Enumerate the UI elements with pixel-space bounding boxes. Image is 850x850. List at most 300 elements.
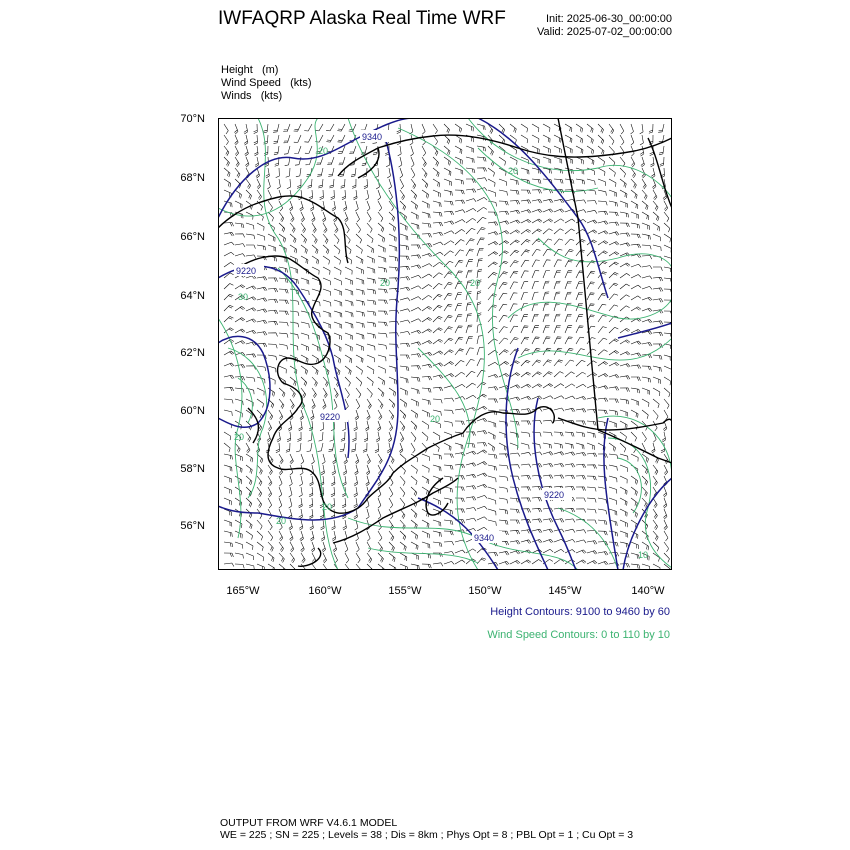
wind-barb	[444, 443, 451, 451]
wind-barb	[245, 146, 249, 156]
wind-barb	[399, 157, 402, 167]
wind-barb	[340, 443, 345, 452]
wind-barb	[367, 256, 374, 263]
wind-barb	[244, 135, 248, 145]
wind-barb	[455, 250, 464, 256]
wind-barb	[609, 362, 619, 366]
wind-barb	[499, 293, 507, 300]
wind-barb	[598, 338, 607, 344]
wind-barb	[444, 168, 451, 176]
wind-barb	[543, 157, 551, 164]
wind-barb	[477, 370, 485, 377]
wind-barb	[400, 190, 405, 200]
wind-barb	[554, 146, 561, 153]
wind-barb	[246, 377, 255, 382]
wind-barb	[356, 399, 360, 409]
wind-barb	[631, 365, 641, 369]
wind-barb	[488, 252, 498, 256]
wind-barb	[543, 146, 550, 153]
wind-barb	[642, 201, 648, 210]
wind-barb	[510, 250, 519, 256]
wind-barb	[444, 542, 454, 546]
wind-barb	[565, 146, 572, 153]
wind-barb	[224, 232, 234, 236]
wind-barb	[521, 464, 531, 468]
wind-barb	[345, 322, 353, 328]
wind-barb	[411, 308, 421, 312]
wind-barb	[341, 432, 345, 441]
wind-barb	[345, 333, 353, 340]
wind-barb	[609, 272, 618, 278]
wind-barb	[433, 157, 439, 166]
wind-barb	[532, 497, 542, 501]
wind-barb	[301, 542, 305, 552]
wind-barb	[411, 564, 419, 570]
wind-barb	[257, 487, 262, 497]
wind-barb	[466, 463, 476, 467]
wind-barb	[356, 300, 365, 306]
wind-barb	[367, 531, 370, 541]
wind-barb	[389, 234, 396, 242]
wind-barb	[422, 341, 432, 345]
wind-barb	[297, 179, 301, 188]
wind-barb	[356, 234, 362, 243]
wind-barb	[587, 551, 597, 555]
wind-barb	[257, 476, 262, 486]
wind-barb	[299, 509, 303, 519]
wind-barb	[309, 487, 313, 497]
wind-barb	[235, 135, 239, 145]
wind-barb	[411, 297, 421, 300]
wind-barb	[422, 399, 430, 405]
wind-barb	[257, 399, 264, 408]
wind-barb	[312, 388, 317, 398]
wind-barb	[301, 344, 308, 351]
wind-barb	[296, 168, 301, 177]
wind-barb	[332, 465, 336, 475]
wind-barb	[543, 420, 553, 424]
wind-barb	[235, 318, 245, 322]
wind-barb	[320, 421, 324, 431]
wind-barb	[433, 563, 443, 567]
wind-barb	[653, 190, 657, 200]
wind-barb	[355, 410, 359, 420]
wind-barb	[411, 553, 419, 560]
wind-barb	[620, 212, 629, 217]
wind-barb	[246, 553, 253, 560]
wind-barb	[308, 432, 312, 441]
wind-barb	[332, 201, 336, 211]
wind-barb	[576, 360, 585, 366]
wind-barb	[246, 465, 252, 474]
wind-barb	[246, 498, 252, 507]
wind-barb	[235, 443, 240, 453]
wind-barb	[455, 409, 465, 413]
wind-barb	[609, 135, 614, 145]
wind-barb	[345, 542, 348, 552]
wind-barb	[631, 264, 641, 267]
wind-barb	[455, 190, 464, 194]
wind-barb	[488, 179, 495, 187]
wind-barb	[664, 245, 671, 252]
wind-barb	[224, 284, 233, 290]
wind-barb	[499, 157, 506, 165]
wind-barb	[488, 509, 496, 515]
wind-barb	[554, 219, 564, 223]
height-contour-labels	[234, 130, 572, 543]
wind-barb	[400, 309, 410, 312]
wind-barb	[598, 146, 604, 155]
wind-barb	[433, 454, 442, 459]
wind-barb	[455, 260, 463, 267]
wind-barb	[433, 328, 443, 333]
map-canvas	[218, 118, 672, 570]
wind-barb	[543, 199, 553, 203]
wind-barb	[246, 354, 256, 358]
wind-barb	[317, 168, 323, 176]
wind-barb	[334, 245, 340, 254]
wind-barb	[224, 339, 234, 344]
wind-barb	[642, 286, 652, 289]
wind-barb	[620, 190, 627, 198]
wind-barb	[576, 550, 586, 554]
wind-barb	[521, 260, 529, 267]
wind-barb	[246, 487, 252, 496]
wind-barb	[521, 304, 528, 312]
wind-barb	[279, 190, 282, 200]
wind-barb	[354, 421, 358, 431]
wind-barb	[378, 410, 382, 420]
lat-label-68: 68°N	[180, 172, 205, 184]
wind-barb	[273, 135, 279, 144]
wind-barb	[224, 520, 232, 527]
wind-barb	[400, 256, 409, 260]
wind-barb	[587, 561, 597, 565]
wind-barb	[499, 551, 509, 555]
wind-barb	[499, 315, 507, 322]
wind-barb	[620, 520, 627, 527]
wind-barb	[400, 454, 406, 463]
wind-barb	[510, 190, 519, 195]
wind-barb	[653, 421, 657, 431]
wind-barb	[642, 212, 649, 220]
wind-barb	[642, 256, 652, 260]
wind-barb	[378, 267, 387, 273]
wind-barb	[521, 250, 530, 256]
wind-barb	[246, 245, 255, 249]
wind-barb	[488, 168, 495, 177]
wind-barb	[664, 289, 672, 293]
wind-barb	[466, 443, 475, 448]
wind-barb	[300, 201, 304, 211]
wind-barb	[499, 201, 508, 205]
wind-barb	[312, 355, 319, 363]
wind-barb	[422, 285, 432, 290]
wind-barb	[510, 293, 517, 300]
wind-barb	[367, 366, 374, 374]
wind-barb	[664, 399, 669, 409]
wind-barb	[444, 304, 452, 311]
wind-barb	[356, 267, 363, 274]
wind-barb	[257, 498, 262, 508]
wind-barb	[422, 542, 430, 548]
wind-barb	[321, 520, 325, 530]
wind-barb	[323, 399, 327, 409]
wind-barb	[466, 179, 475, 183]
wind-barb	[294, 124, 301, 131]
wind-barb	[330, 432, 334, 441]
wind-barb	[488, 339, 498, 344]
wind-barb	[455, 372, 465, 377]
wind-barb	[543, 314, 549, 322]
wind-barb	[587, 135, 593, 144]
wind-barb	[356, 278, 364, 284]
wind-barb	[367, 542, 371, 552]
wind-barb	[342, 498, 346, 508]
wind-barb	[367, 289, 376, 294]
wind-barb	[246, 330, 256, 334]
wind-barb	[411, 354, 421, 358]
wind-barb	[304, 135, 312, 142]
wind-barb	[576, 157, 583, 164]
wind-barb	[543, 396, 553, 399]
wind-barb	[277, 432, 281, 442]
wind-barb	[565, 529, 575, 532]
wind-barb	[351, 443, 356, 452]
wind-barb	[433, 273, 443, 278]
wind-barb	[305, 146, 312, 153]
wind-barb	[364, 179, 368, 189]
wind-barb	[653, 267, 662, 271]
wind-barb	[257, 309, 267, 313]
wind-barb	[378, 234, 385, 242]
wind-barb	[499, 282, 507, 289]
wind-barb	[565, 179, 574, 184]
wind-barb	[543, 271, 550, 278]
wind-barb	[246, 223, 254, 229]
wind-barb	[246, 308, 256, 312]
wind-barb	[301, 333, 309, 339]
wind-barb	[521, 384, 531, 388]
wind-barb	[587, 385, 597, 389]
wind-barb	[664, 377, 671, 385]
wind-barb	[246, 432, 251, 442]
wind-barb	[499, 231, 509, 235]
wind-barb	[224, 252, 234, 256]
wind-barb	[609, 157, 615, 166]
wind-barb	[279, 289, 288, 293]
wind-barb	[356, 311, 365, 317]
wind-barb	[301, 454, 304, 464]
wind-barb	[268, 245, 276, 252]
wind-barb	[598, 465, 607, 470]
wind-barb	[352, 432, 356, 442]
wind-barb	[620, 487, 627, 495]
wind-barb	[521, 271, 529, 278]
wind-barb	[488, 190, 496, 197]
wind-barb	[400, 331, 410, 334]
wind-barb	[433, 201, 441, 207]
wind-barb	[477, 406, 487, 410]
wind-barb	[326, 135, 334, 142]
wind-barb	[521, 540, 531, 544]
wind-barb	[642, 245, 651, 249]
wind-barb	[664, 509, 668, 519]
wind-barb	[521, 530, 531, 534]
wind-barb	[279, 322, 288, 326]
wind-barb	[235, 542, 243, 549]
wind-barb	[620, 124, 624, 134]
wind-barb	[224, 146, 229, 156]
wind-barb	[543, 337, 550, 344]
wind-barb	[378, 531, 382, 541]
wind-barb	[609, 190, 617, 197]
wind-barb	[224, 179, 231, 187]
wind-barb	[267, 179, 270, 189]
wind-barb	[466, 208, 476, 212]
wind-barb	[499, 338, 508, 344]
wind-barb	[488, 443, 495, 451]
wind-barb	[290, 465, 293, 475]
wind-barb	[664, 355, 672, 361]
wind-barb	[510, 282, 518, 289]
lat-label-60: 60°N	[180, 405, 205, 417]
wind-barb	[587, 282, 595, 289]
wind-barb	[246, 542, 253, 550]
wind-barb	[631, 285, 641, 289]
wind-barb	[345, 267, 352, 275]
wind-barb	[477, 418, 487, 422]
wind-barb	[411, 465, 417, 474]
wind-barb	[235, 487, 242, 495]
wind-barb	[576, 326, 584, 333]
wind-barb	[224, 316, 233, 322]
wind-barb	[367, 267, 375, 273]
wind-barb	[400, 377, 408, 383]
wind-barb	[422, 124, 425, 134]
wind-barb	[345, 366, 351, 375]
wind-barb	[356, 333, 364, 339]
wind-barb	[609, 124, 614, 134]
wind-barb	[576, 146, 583, 154]
wind-barb	[598, 374, 608, 378]
map-frame	[219, 119, 672, 570]
wind-barb	[477, 473, 487, 477]
wind-barb	[455, 220, 465, 224]
wind-barb	[224, 465, 232, 471]
wind-barb	[353, 190, 357, 200]
wind-barb	[455, 124, 462, 132]
wind-barb	[598, 168, 605, 176]
wind-barb	[532, 229, 542, 234]
wind-barb	[284, 135, 291, 143]
wind-barb	[532, 209, 542, 213]
wind-barb	[521, 337, 529, 344]
wind-barb	[620, 364, 630, 368]
wind-barb	[565, 443, 573, 449]
wind-barb	[598, 157, 605, 166]
wind-barb	[521, 372, 531, 377]
wind-barb	[389, 487, 393, 497]
wind-barb	[488, 272, 497, 278]
wind-barb	[532, 452, 542, 455]
wind-barb	[488, 399, 498, 403]
wind-barb	[477, 157, 486, 162]
wind-barb	[640, 124, 643, 134]
wind-barb	[246, 366, 256, 370]
wind-barb	[308, 179, 312, 188]
wind-barb	[664, 267, 672, 273]
wind-barb	[532, 190, 542, 194]
wind-barb	[510, 487, 519, 491]
wind-barb	[576, 384, 586, 388]
wind-barb	[378, 201, 382, 211]
wind-barb	[235, 553, 244, 559]
wind-barb	[268, 487, 272, 497]
wind-barb	[620, 223, 629, 227]
wind-barb	[257, 277, 267, 281]
wind-barb	[510, 315, 518, 322]
wind-barb	[433, 294, 442, 300]
wind-barb	[466, 157, 474, 163]
wind-barb	[257, 234, 265, 241]
wind-barb	[279, 388, 285, 397]
wind-barb	[455, 550, 465, 553]
wind-barb	[356, 542, 359, 552]
wind-barb	[510, 179, 518, 185]
wind-barb	[389, 321, 399, 325]
wind-barb	[510, 443, 518, 450]
wind-barb	[378, 509, 381, 519]
wind-barb	[620, 454, 628, 460]
wind-barb	[576, 337, 584, 344]
wind-barb	[444, 251, 454, 256]
wind-speed-legend: Wind Speed Contours: 0 to 110 by 10	[487, 629, 670, 641]
wind-barb	[433, 531, 441, 537]
wind-barb	[543, 549, 553, 553]
wind-barb	[349, 146, 356, 154]
wind-barb	[620, 135, 624, 145]
wind-barb	[521, 200, 531, 204]
wind-barb	[411, 487, 417, 496]
wind-barb	[664, 311, 672, 315]
wind-barb	[268, 476, 272, 486]
wind-barb	[290, 311, 299, 316]
wind-barb	[378, 498, 381, 508]
wind-barb	[312, 344, 319, 351]
wind-barb	[455, 146, 462, 154]
wind-barb	[290, 245, 297, 253]
wind-barb	[499, 443, 506, 451]
wind-barb	[411, 319, 421, 322]
wind-barb	[587, 201, 597, 205]
wind-barb	[224, 242, 234, 245]
wind-barb	[653, 509, 657, 519]
wind-barb	[642, 377, 651, 382]
wind-barb	[334, 256, 341, 264]
wind-barb	[411, 168, 415, 178]
wind-barb	[653, 531, 658, 541]
wind-barb	[444, 179, 452, 186]
wind-barb	[653, 399, 659, 408]
wind-barb	[609, 351, 619, 356]
wind-barb	[554, 292, 560, 300]
wind-barb	[411, 255, 421, 259]
wind-barb	[488, 222, 498, 226]
wind-barb	[411, 190, 417, 199]
wind-barb	[290, 333, 298, 339]
wind-barb	[642, 234, 651, 240]
